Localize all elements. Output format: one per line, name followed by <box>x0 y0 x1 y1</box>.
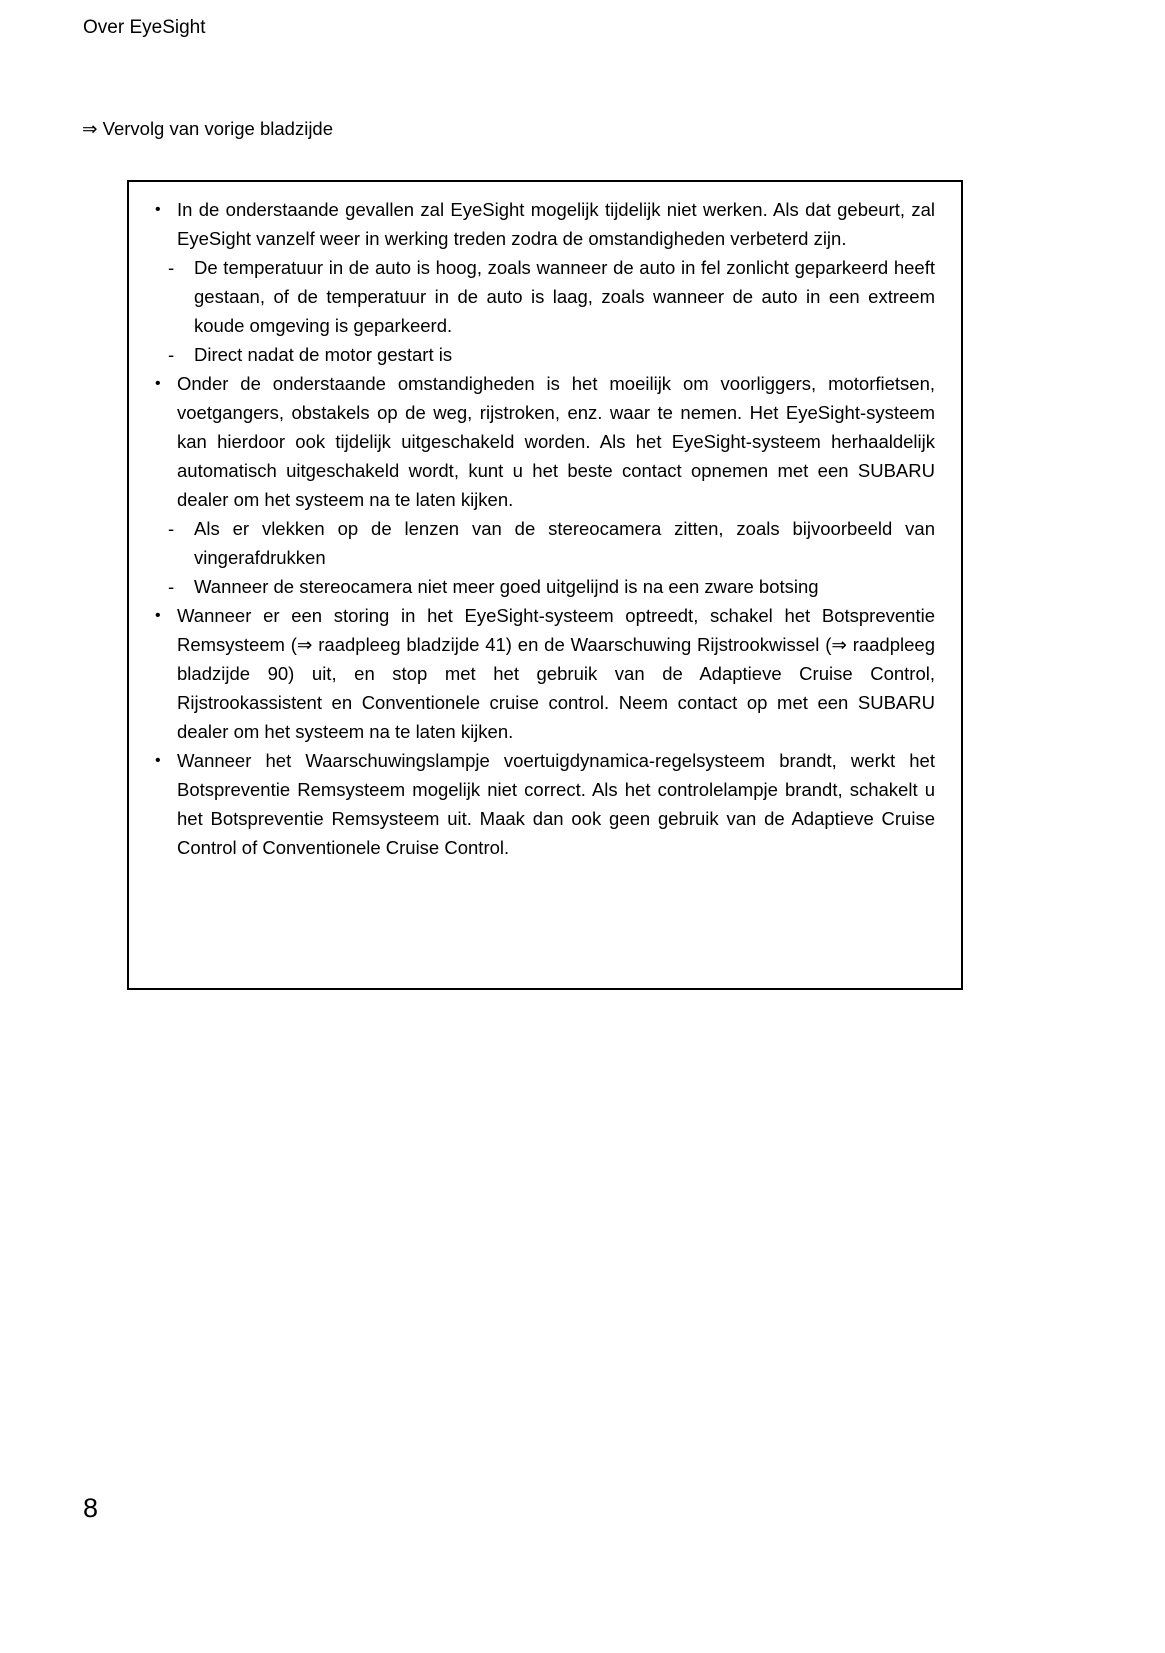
list-item <box>155 369 935 514</box>
list-item-text: Direct nadat de motor gestart is <box>194 344 453 365</box>
list-item <box>155 601 935 746</box>
list-item-text: Als er vlekken op de lenzen van de stereocamera zitten, zoals bijvoorbeeld van vingerafdrukken <box>194 518 935 568</box>
warning-box <box>127 180 963 990</box>
list-item <box>155 195 935 253</box>
page-number: 8 <box>83 1493 99 1523</box>
bullet-marker: • <box>155 201 161 218</box>
list-item <box>155 746 935 862</box>
dash-marker: - <box>168 344 175 365</box>
list-item <box>168 572 935 601</box>
list-item-text: In de onderstaande gevallen zal EyeSight mogelijk tijdelijk niet werken. Als dat gebeurt, zal EyeSight vanzelf weer in werking treden zodra de omstandigheden verbeterd zijn. <box>177 199 935 249</box>
list-item <box>168 253 935 340</box>
list-item-text: Onder de onderstaande omstandigheden is het moeilijk om voorliggers, motorfietsen, voetgangers, obstakels op de weg, rijstroken, enz. waar te nemen. Het EyeSight-systeem kan hierdoor ook tijdelijk uitgeschakeld worden. Als het EyeSight-systeem herhaaldelijk automatisch uitgeschakeld wordt, kunt u het beste contact opnemen met een SUBARU dealer om het systeem na te laten kijken. <box>177 373 935 510</box>
dash-marker: - <box>168 576 175 597</box>
list-item-text: Wanneer er een storing in het EyeSight-systeem optreedt, schakel het Botspreventie Remsysteem (⇒ raadpleeg bladzijde 41) en de Waarschuwing Rijstrookwissel (⇒ raadpleeg bladzijde 90) uit, en stop met het gebruik van de Adaptieve Cruise Control, Rijstrookassistent en Conventionele cruise control. Neem contact op met een SUBARU dealer om het systeem na te laten kijken. <box>177 605 935 742</box>
list-item <box>168 340 935 369</box>
bullet-marker: • <box>155 752 161 769</box>
list-item-text: Wanneer het Waarschuwingslampje voertuigdynamica-regelsysteem brandt, werkt het Botspreventie Remsysteem mogelijk niet correct. Als het controlelampje brandt, schakelt u het Botspreventie Remsysteem uit. Maak dan ook geen gebruik van de Adaptieve Cruise Control of Conventionele Cruise Control. <box>177 750 935 858</box>
list-item-text: De temperatuur in de auto is hoog, zoals wanneer de auto in fel zonlicht geparkeerd heeft gestaan, of de temperatuur in de auto is laag, zoals wanneer de auto in een extreem koude omgeving is geparkeerd. <box>194 257 935 336</box>
continuation-note: ⇒ Vervolg van vorige bladzijde <box>82 118 334 139</box>
list-item-text: Wanneer de stereocamera niet meer goed uitgelijnd is na een zware botsing <box>194 576 819 597</box>
dash-marker: - <box>168 257 175 278</box>
bullet-marker: • <box>155 607 161 624</box>
dash-marker: - <box>168 518 175 539</box>
list-item <box>168 514 935 572</box>
bullet-marker: • <box>155 375 161 392</box>
page-title: Over EyeSight <box>83 17 206 38</box>
